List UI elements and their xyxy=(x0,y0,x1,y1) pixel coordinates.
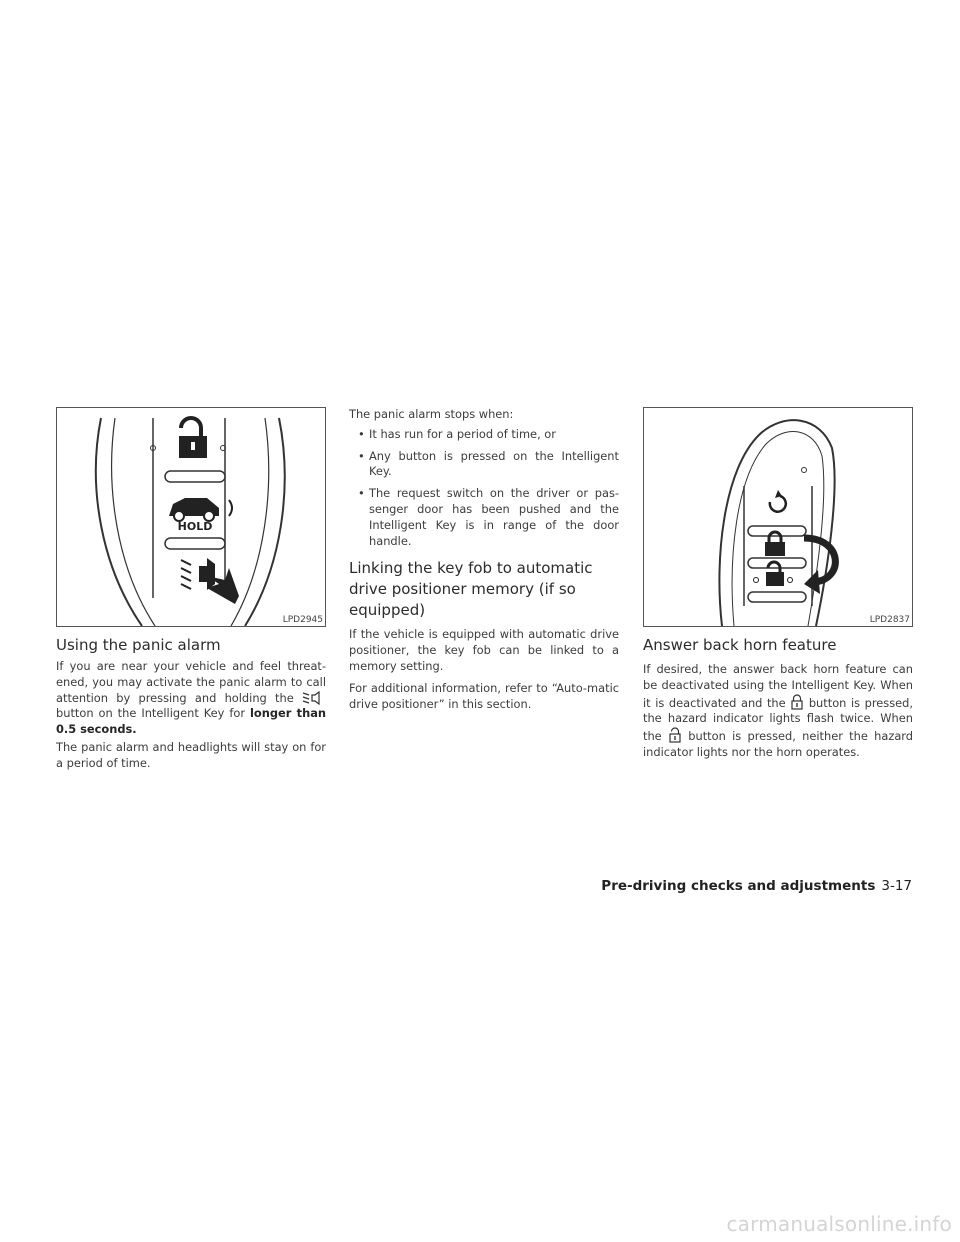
page-number: 3-17 xyxy=(881,878,912,894)
heading-answer-back: Answer back horn feature xyxy=(643,636,837,654)
remote-start-icon xyxy=(770,490,786,512)
linking-paragraph-2: For additional information, refer to “Auto-matic drive positioner” in this section. xyxy=(349,680,619,711)
heading-linking: Linking the key fob to automatic drive positioner memory (if so equipped) xyxy=(349,559,593,620)
panic-horn-icon xyxy=(181,558,215,590)
figure-code: LPD2837 xyxy=(869,615,910,625)
page-footer xyxy=(590,878,912,894)
figure-code: LPD2945 xyxy=(282,615,323,625)
column-right xyxy=(643,407,913,761)
linking-paragraph-1: If the vehicle is equipped with automatic drive positioner, the key fob can be linked to a memory setting. xyxy=(349,627,619,673)
figure-answer-back-key xyxy=(643,407,913,627)
list-item: • It has run for a period of time, or xyxy=(349,427,619,443)
stops-intro: The panic alarm stops when: xyxy=(349,407,514,421)
column-left xyxy=(56,407,326,772)
panic-horn-icon xyxy=(302,691,326,705)
stops-list xyxy=(349,427,619,550)
figure-panic-key xyxy=(56,407,326,627)
panic-paragraph-1: If you are near your vehicle and feel threat-ened, you may activate the panic alarm to call attention by pressing and holding the button on the Intelligent Key for longer than 0.5 seconds. xyxy=(56,659,327,737)
hold-label: HOLD xyxy=(177,520,213,533)
column-middle xyxy=(349,407,619,712)
key-fob-panic-illustration xyxy=(57,408,325,626)
heading-panic-alarm: Using the panic alarm xyxy=(56,636,221,654)
key-fob-answer-back-illustration xyxy=(644,408,912,626)
list-item: • Any button is pressed on the Intelligent Key. xyxy=(349,449,619,481)
panic-paragraph-2: The panic alarm and headlights will stay on for a period of time. xyxy=(56,739,326,770)
unlock-icon xyxy=(668,727,682,743)
liftgate-icon xyxy=(169,498,232,521)
answer-paragraph: If desired, the answer back horn feature can be deactivated using the Intelligent Key. When it is deactivated and the button is pressed, the hazard indicator lights flash twice. When the button is pressed, neither the hazard indicator lights nor the horn operates. xyxy=(643,662,914,759)
watermark: carmanualsonline.info xyxy=(726,1212,952,1236)
unlock-icon xyxy=(151,418,226,458)
footer-section-title: Pre-driving checks and adjustments xyxy=(601,878,876,894)
list-item: • The request switch on the driver or pas-senger door has been pushed and the Intelligent Key is in range of the door handle. xyxy=(349,486,619,549)
lock-icon xyxy=(790,694,804,710)
